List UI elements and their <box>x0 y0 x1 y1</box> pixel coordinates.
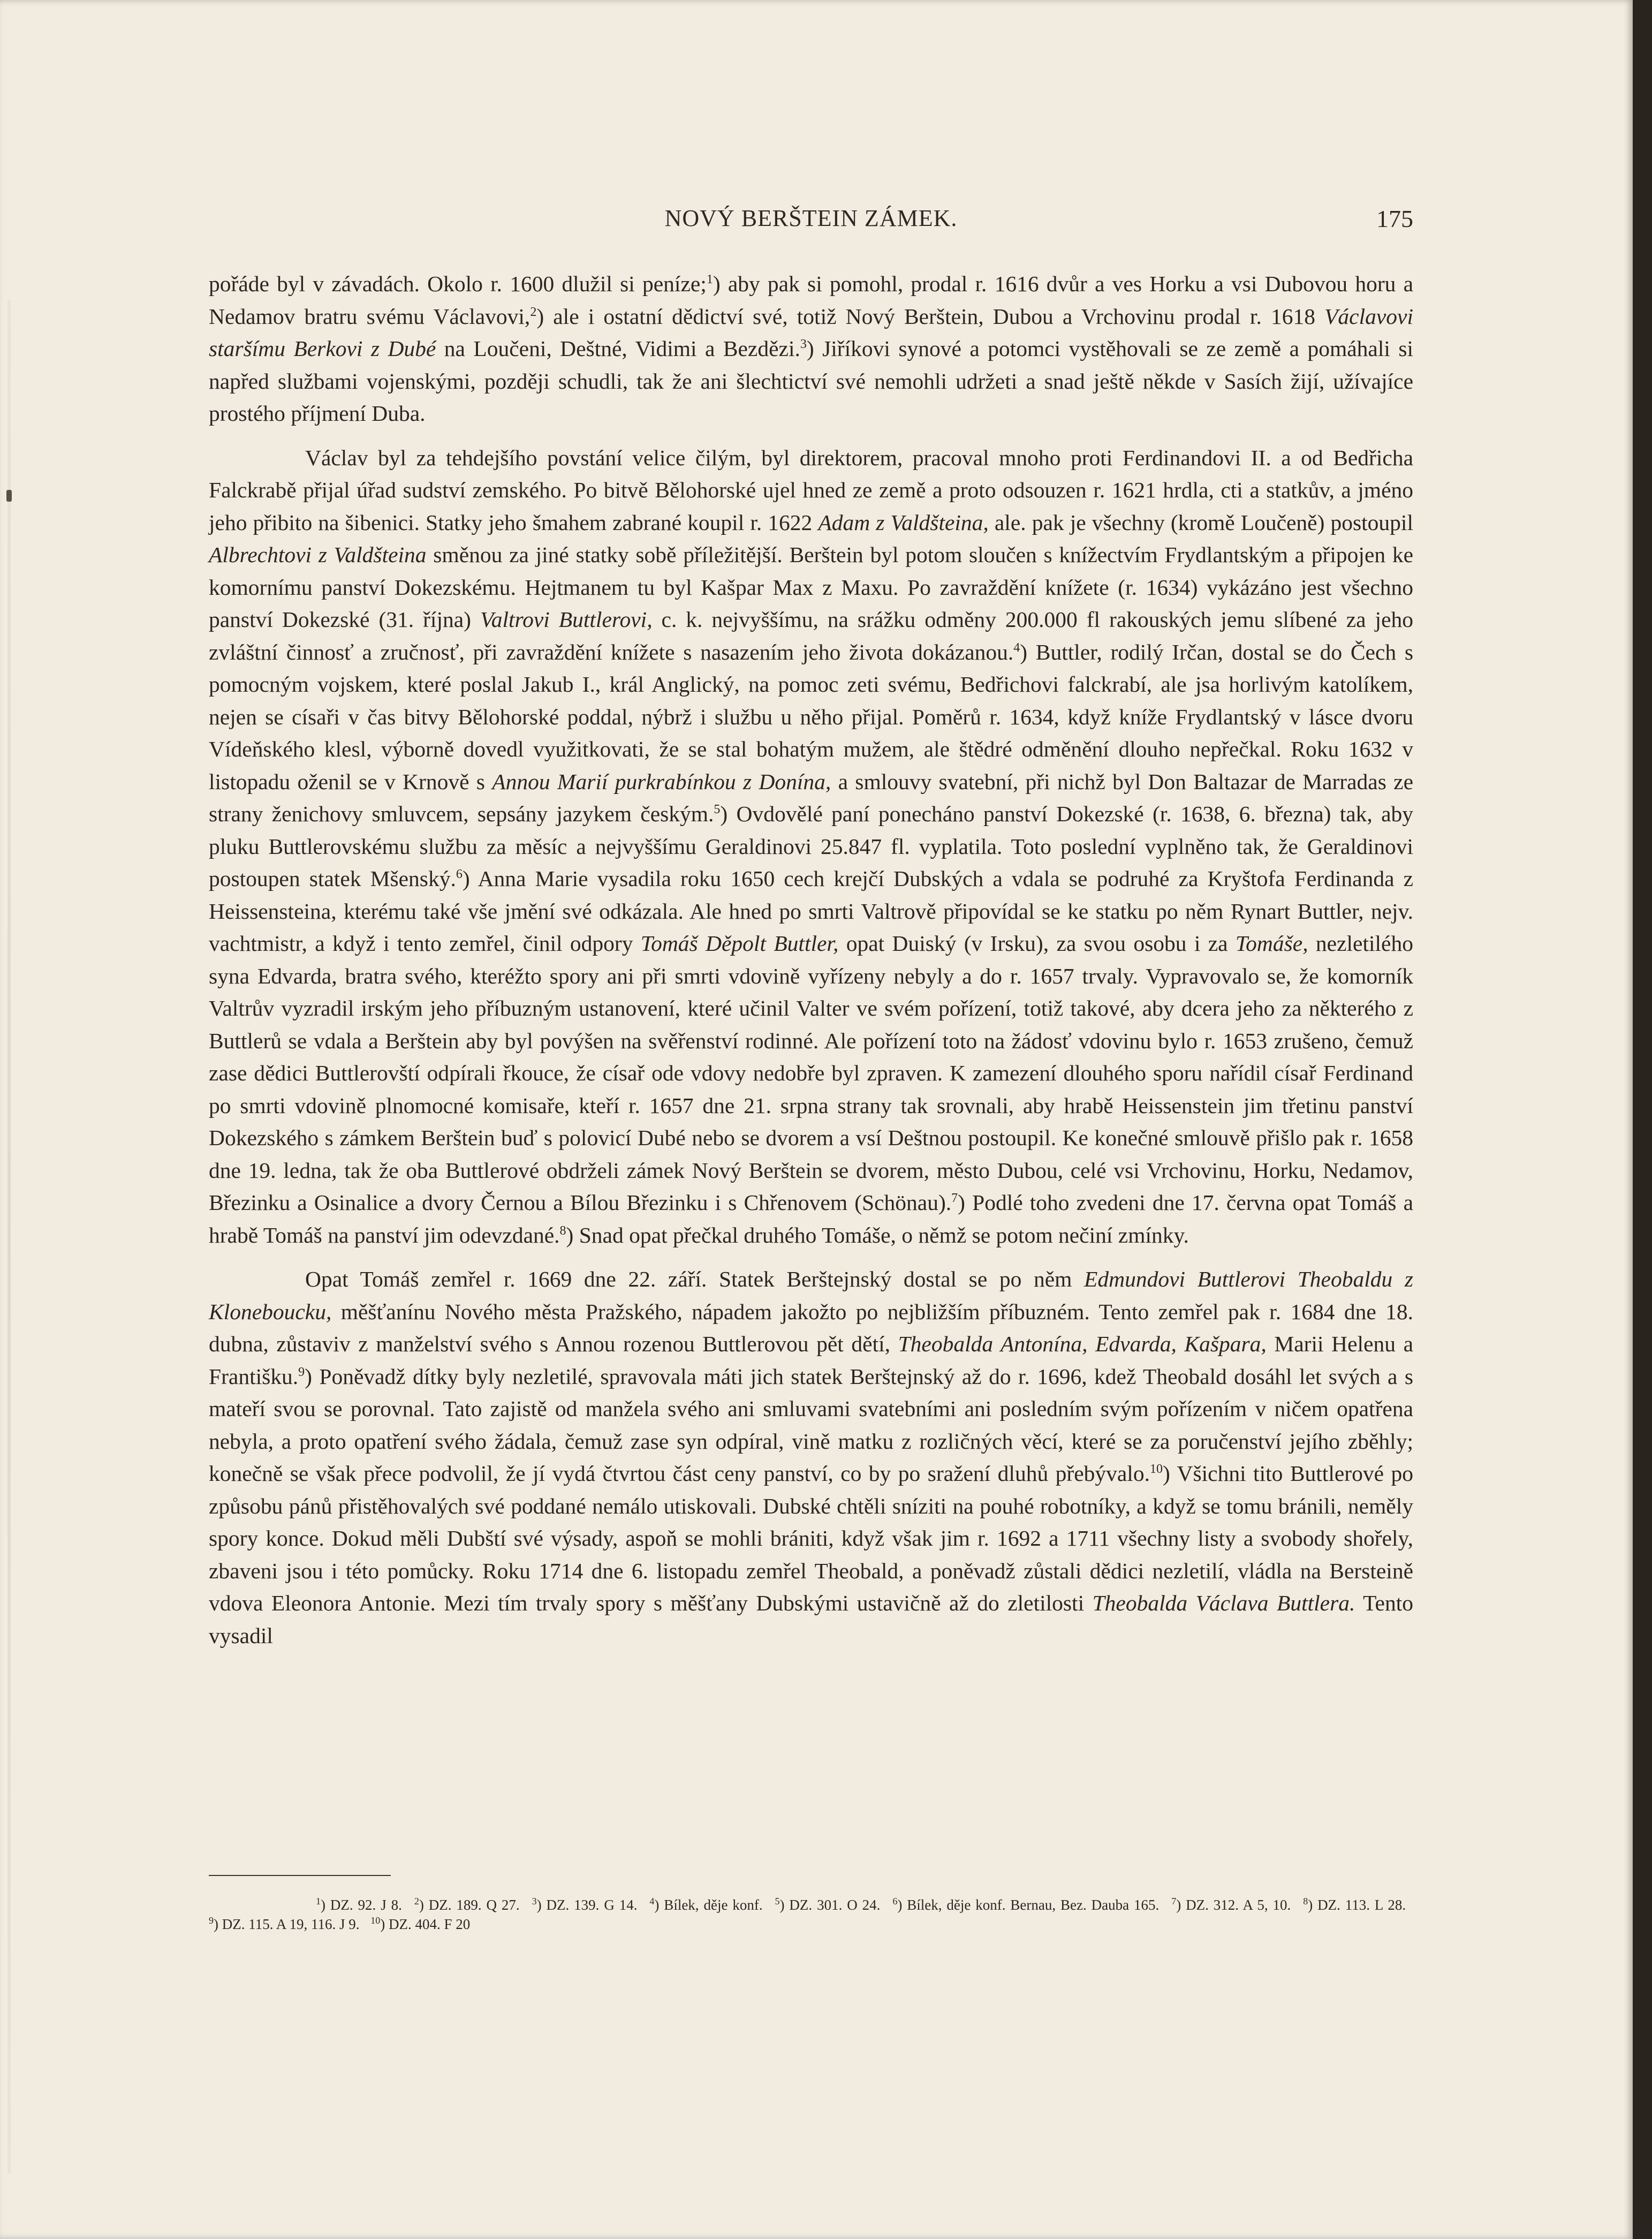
text-run: a smlouvy svatební, při nichž byl Don Baltazar de Marradas ze strany ženichovy smluvcem, sepsány jazykem českým. <box>209 769 1413 826</box>
italic-name: Annou Marií purkrabínkou z Donína, <box>492 769 831 794</box>
footnote-number: 10 <box>370 1915 381 1926</box>
page-gutter-shadow <box>7 300 11 2174</box>
text-run: Marii Helenu a Františku. <box>209 1332 1413 1389</box>
text-run: opat Duiský (v Irsku), za svou osobu i za <box>838 931 1236 956</box>
italic-name: Adam z Valdšteina, <box>818 510 989 535</box>
text-run: ) Všichni tito Buttlerové po způsobu pánů přistěhovalých své poddané nemálo utiskovali. Dubské chtěli sníziti na pouhé robotníky, a když se tomu bránili, neměly spory konce. Dokud měli Dubští své výsady, aspoň se mohli brániti, když však jim r. 1692 a 1711 všechny listy a svobody shořely, zbaveni jsou i této pomůcky. Roku 1714 dne 6. listopadu zemřel Theobald, a poněvadž zůstali dědici nezletilí, vládla na Bersteině vdova Eleonora Antonie. Mezi tím trvaly spory s měšťany Dubskými ustavičně až do zletilosti <box>209 1461 1413 1615</box>
footnote-ref: 5 <box>714 803 721 817</box>
footnote-number: 9 <box>209 1915 214 1926</box>
text-run: ) Anna Marie vysadila roku 1650 cech krejčí Dubských a vdala se podruhé za Kryštofa Ferdinanda z Heissensteina, kterému také vše jmění své odkázala. Ale hned po smrti Valtrově připovídal se ke statku po něm Rynart Buttler, nejv. vachtmistr, a když i tento zemřel, činil odpory <box>209 866 1413 956</box>
text-run: směnou za jiné statky sobě příležitější. Berštein byl potom sloučen s knížectvím Frydlantským a připojen ke komornímu panství Dokezskému. Hejtmanem tu byl Kašpar Max z Maxu. Po zavraždění knížete (r. 1634) vykázáno jest všechno panství Dokezské (31. října) <box>209 542 1413 632</box>
footnote <box>316 1897 402 1913</box>
text-run: ) Podlé toho zvedeni dne 17. června opat Tomáš a hrabě Tomáš na panství jim odevzdané. <box>209 1190 1413 1247</box>
text-run: ) Jiříkovi synové a potomci vystěhovali se ze země a pomáhali si napřed službami vojenskými, později schudli, tak že ani šlechtictví své nemohli udržeti a snad ještě někde v Sasích žijí, užívajíce prostého příjmení Duba. <box>209 336 1413 426</box>
footnote <box>1171 1897 1291 1913</box>
footnote <box>775 1897 881 1913</box>
text-run: Opat Tomáš zemřel r. 1669 dne 22. září. Statek Berštejnský dostal se po něm <box>305 1267 1085 1291</box>
footnote-text: ) DZ. 115. A 19, 116. J 9. <box>214 1916 360 1932</box>
footnote-divider <box>209 1875 391 1876</box>
text-run: měšťanínu Nového města Pražského, nápadem jakožto po nejbližším příbuzném. Tento zemřel pak r. 1684 dne 18. dubna, zůstaviv z manželství svého s Annou rozenou Buttlerovou pět dětí, <box>209 1299 1413 1356</box>
footnote <box>1303 1897 1406 1913</box>
page-number: 175 <box>1376 205 1413 232</box>
italic-name: Tomáše, <box>1235 931 1308 956</box>
footnote-text: ) DZ. 301. O 24. <box>779 1897 881 1913</box>
text-run: na Loučeni, Deštné, Vidimi a Bezdězi. <box>436 336 800 361</box>
footnote-ref: 1 <box>706 273 713 287</box>
paragraph <box>209 442 1413 1252</box>
footnote-text: ) Bílek, děje konf. Bernau, Bez. Dauba 165. <box>897 1897 1160 1913</box>
text-run: ) Poněvadž dítky byly nezletilé, spravovala máti jich statek Berštejnský až do r. 1696, kdež Theobald dosáhl let svých a s mateří svou se porovnal. Tato zajistě od manžela svého ani smluvami svatebními ani posledním svým pořízením v ničem opatřena nebyla, a proto opatření svého žádala, čemuž zase syn odpíral, vině matku z rozličných věcí, které se za poručenství jejího zběhly; konečně se však přece podvolil, že jí vydá čtvrtou část ceny panství, co by po sražení dluhů přebývalo. <box>209 1364 1413 1486</box>
text-run: Václav byl za tehdejšího povstání velice čilým, byl direktorem, pracoval mnoho proti Ferdinandovi II. a od Bedřicha Falckrabě přijal úřad sudství zemského. Po bitvě Bělohorské ujel hned ze země a proto odsouzen r. 1621 hrdla, cti a statkův, a jméno jeho přibito na šibenici. Statky jeho šmahem zabrané koupil r. 1622 <box>209 445 1413 535</box>
italic-name: Theobalda Antonína, Edvarda, Kašpara, <box>898 1332 1267 1356</box>
footnote-text: ) DZ. 113. L 28. <box>1308 1897 1406 1913</box>
footnote-ref: 2 <box>530 305 537 319</box>
paragraph <box>209 1263 1413 1652</box>
footnote-text: ) DZ. 139. G 14. <box>536 1897 638 1913</box>
footnote-ref: 7 <box>951 1191 958 1206</box>
text-run: c. k. nejvyššímu, na srážku odměny 200.000 fl rakouských jemu slíbené za jeho zvláštní činnosť a zručnosť, při zavraždění knížete s nasazením jeho života dokázanou. <box>209 607 1414 664</box>
text-run: ) Snad opat přečkal druhého Tomáše, o němž se potom nečiní zmínky. <box>566 1222 1189 1247</box>
italic-name: Valtrovi Buttlerovi, <box>480 607 653 632</box>
text-run: ale. pak je všechny (kromě Loučeně) postoupil <box>988 510 1413 535</box>
text-run: nezletilého syna Edvarda, bratra svého, kteréžto spory ani při smrti vdovině vyřízeny nebyly a do r. 1657 trvaly. Vypravovalo se, že komorník Valtrův vyzradil irským jeho příbuzným ustanovení, které učinil Valter ve svém pořízení, totiž takové, aby dcera jeho za některého z Buttlerů se vdala a Berštein aby byl povýšen na svěřenství rodinné. Ale pořízení toto na žádosť vdovinu bylo r. 1653 zrušeno, čemuž zase dědici Buttlerovští odpírali řkouce, že císař ode vdovy nedobře byl zpraven. K zamezení dlouhého sporu nařídil císař Ferdinand po smrti vdovině plnomocné komisaře, kteří r. 1657 dne 21. srpna strany tak srovnali, aby hrabě Heissenstein jim třetinu panství Dokezského s zámkem Berštein buď s polovicí Dubé nebo se dvorem a vsí Deštnou postoupil. Ke konečné smlouvě přišlo pak r. 1658 dne 19. ledna, tak že oba Buttlerové obdrželi zámek Nový Berštein se dvorem, město Dubou, celé vsi Vrchovinu, Horku, Nedamov, Březinku a Osinalice a dvory Černou a Bílou Březinku i s Chřenovem (Schönau). <box>209 931 1413 1215</box>
footnote-number: 6 <box>892 1896 898 1907</box>
footnote-text: ) DZ. 92. J 8. <box>321 1897 402 1913</box>
footnote-ref: 6 <box>456 867 463 882</box>
italic-name: Václavovi staršímu Berkovi z Dubé <box>209 304 1413 361</box>
scan-edge <box>1633 0 1652 2239</box>
footnote-ref: 8 <box>559 1223 566 1238</box>
text-run: Tento vysadil <box>209 1591 1413 1648</box>
footnote-ref: 9 <box>298 1365 305 1379</box>
footnote-text: ) DZ. 312. A 5, 10. <box>1176 1897 1291 1913</box>
footnote <box>532 1897 638 1913</box>
footnote <box>892 1897 1159 1913</box>
page-header <box>209 199 1413 237</box>
footnote-text: ) DZ. 189. Q 27. <box>419 1897 520 1913</box>
footnote <box>209 1916 360 1932</box>
footnote-ref: 4 <box>1013 640 1020 655</box>
italic-name: Albrechtovi z Valdšteina <box>209 542 427 567</box>
italic-name: Edmundovi Buttlerovi Theobaldu z Kloneboucku, <box>209 1267 1413 1324</box>
footnote <box>414 1897 520 1913</box>
main-text <box>209 268 1413 1663</box>
footnote-number: 2 <box>414 1896 419 1907</box>
footnote <box>370 1916 470 1932</box>
text-run: ) Buttler, rodilý Irčan, dostal se do Čech s pomocným vojskem, které poslal Jakub I., král Anglický, na pomoc zeti svému, Bedřichovi falckrabí, ale jsa horlivým katolíkem, nejen se císaři v čas bitvy Bělohorské poddal, nýbrž i službu u něho přijal. Poměrů r. 1634, když kníže Frydlantský v lásce dvoru Vídeňského klesl, výborně dovedl využitkovati, že se stal bohatým mužem, ale štědré odměnění dlouho nepřečkal. Roku 1632 v listopadu oženil se v Krnově s <box>209 639 1413 794</box>
text-run: ) ale i ostatní dědictví své, totiž Nový Berštein, Dubou a Vrchovinu prodal r. 1618 <box>536 304 1325 329</box>
paragraph <box>209 268 1413 430</box>
running-title: NOVÝ BERŠTEIN ZÁMEK. <box>664 205 958 231</box>
footnote-number: 1 <box>316 1896 321 1907</box>
text-run: ) aby pak si pomohl, prodal r. 1616 dvůr a ves Horku a vsi Dubovou horu a Nedamov bratru svému Václavovi, <box>209 271 1413 329</box>
footnote-number: 7 <box>1171 1896 1177 1907</box>
footnote <box>649 1897 762 1913</box>
text-run: ) Ovdovělé paní ponecháno panství Dokezské (r. 1638, 6. března) tak, aby pluku Buttlerovskému službu za měsíc a nejvyššímu Geraldinovi 25.847 fl. vyplatila. Toto poslední vyplněno tak, že Geraldinovi postoupen statek Mšenský. <box>209 801 1413 891</box>
footnote-number: 5 <box>775 1896 780 1907</box>
footnote-number: 4 <box>649 1896 655 1907</box>
footnote-ref: 3 <box>800 337 807 352</box>
footnote-text: ) DZ. 404. F 20 <box>380 1916 471 1932</box>
footnote-number: 3 <box>532 1896 537 1907</box>
footnotes <box>209 1895 1413 1934</box>
margin-mark <box>6 490 12 502</box>
italic-name: Tomáš Děpolt Buttler, <box>640 931 839 956</box>
footnote-number: 8 <box>1303 1896 1308 1907</box>
footnote-ref: 10 <box>1149 1462 1163 1477</box>
footnote-text: ) Bílek, děje konf. <box>654 1897 763 1913</box>
italic-name: Theobalda Václava Buttlera. <box>1092 1591 1355 1615</box>
text-run: pořáde byl v závadách. Okolo r. 1600 dlužil si peníze; <box>209 271 707 296</box>
